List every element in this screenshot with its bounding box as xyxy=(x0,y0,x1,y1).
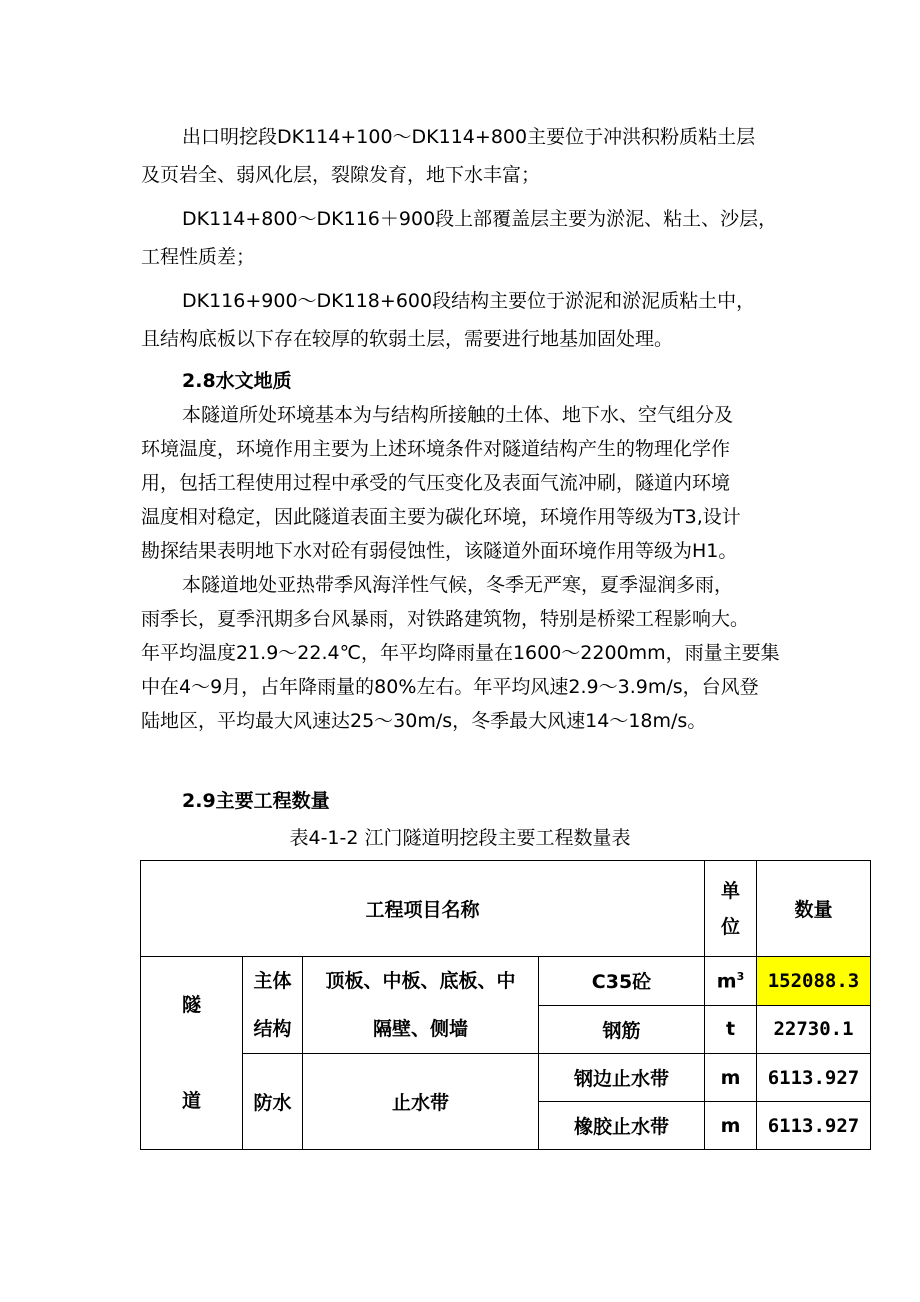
text-line: 出口明挖段DK114+100～DK114+800主要位于冲洪积粉质粘土层 xyxy=(182,126,756,148)
text-line: 工程性质差； xyxy=(141,246,256,268)
main-structure-line2: 结构 xyxy=(253,1018,292,1040)
text-line: 且结构底板以下存在较厚的软弱土层，需要进行地基加固处理。 xyxy=(141,328,674,350)
unit-superscript: 3 xyxy=(736,969,745,983)
unit-cell: m xyxy=(705,1102,757,1150)
header-unit-line1: 单 xyxy=(720,879,740,902)
text-line: 雨季长，夏季汛期多台风暴雨，对铁路建筑物，特别是桥梁工程影响大。 xyxy=(141,608,750,630)
item-cell: C35砼 xyxy=(539,957,705,1006)
section-heading-2-9: 2.9主要工程数量 xyxy=(182,790,330,812)
quantity-cell: 22730.1 xyxy=(757,1005,871,1054)
waterproof-cell: 防水 xyxy=(243,1054,303,1150)
unit-cell: t xyxy=(705,1005,757,1054)
text-line: 温度相对稳定，因此隧道表面主要为碳化环境，环境作用等级为T3,设计 xyxy=(141,506,741,528)
category-line2: 道 xyxy=(181,1090,201,1112)
header-quantity: 数量 xyxy=(757,861,871,957)
water-stop-cell: 止水带 xyxy=(303,1054,539,1150)
text-line: 年平均温度21.9～22.4℃，年平均降雨量在1600～2200mm，雨量主要集 xyxy=(141,642,780,664)
header-unit xyxy=(705,861,757,957)
quantity-cell: 6113.927 xyxy=(757,1054,871,1102)
text-line: DK116+900～DK118+600段结构主要位于淤泥和淤泥质粘土中， xyxy=(182,290,756,312)
item-cell: 橡胶止水带 xyxy=(539,1102,705,1150)
table-row xyxy=(141,957,871,1006)
section-heading-2-8: 2.8水文地质 xyxy=(182,370,292,392)
quantity-cell-highlighted: 152088.3 xyxy=(757,957,871,1006)
text-line: 环境温度，环境作用主要为上述环境条件对隧道结构产生的物理化学作 xyxy=(141,438,731,460)
text-line: 用，包括工程使用过程中承受的气压变化及表面气流冲刷，隧道内环境 xyxy=(141,472,731,494)
item-cell: 钢边止水带 xyxy=(539,1054,705,1102)
structure-parts-line1: 顶板、中板、底板、中 xyxy=(325,970,516,992)
table-caption: 表4-1-2 江门隧道明挖段主要工程数量表 xyxy=(289,827,631,849)
text-line: DK114+800～DK116＋900段上部覆盖层主要为淤泥、粘土、沙层， xyxy=(182,208,778,230)
unit-cell xyxy=(705,957,757,1006)
text-line: 陆地区，平均最大风速达25～30m/s，冬季最大风速14～18m/s。 xyxy=(141,710,707,732)
unit-cell: m xyxy=(705,1054,757,1102)
category-tunnel xyxy=(141,957,243,1150)
text-line: 本隧道所处环境基本为与结构所接触的土体、地下水、空气组分及 xyxy=(182,404,734,426)
structure-parts-line2: 隔壁、侧墙 xyxy=(372,1018,468,1040)
text-line: 及页岩全、弱风化层，裂隙发育，地下水丰富； xyxy=(141,164,541,186)
main-structure-cell xyxy=(243,957,303,1054)
quantity-table xyxy=(140,860,871,1150)
text-line: 勘探结果表明地下水对砼有弱侵蚀性，该隧道外面环境作用等级为H1。 xyxy=(141,540,738,562)
text-line: 中在4～9月，占年降雨量的80%左右。年平均风速2.9～3.9m/s，台风登 xyxy=(141,676,759,698)
table-row xyxy=(141,1054,871,1102)
unit-text: m xyxy=(716,969,737,992)
item-cell: 钢筋 xyxy=(539,1005,705,1054)
text-line: 本隧道地处亚热带季风海洋性气候，冬季无严寒，夏季湿润多雨， xyxy=(182,574,734,596)
main-structure-line1: 主体 xyxy=(253,970,292,992)
header-unit-line2: 位 xyxy=(720,915,740,938)
category-line1: 隧 xyxy=(181,994,201,1016)
structure-parts-cell xyxy=(303,957,539,1054)
table-header-row xyxy=(141,861,871,957)
header-project-name: 工程项目名称 xyxy=(141,861,705,957)
quantity-cell: 6113.927 xyxy=(757,1102,871,1150)
